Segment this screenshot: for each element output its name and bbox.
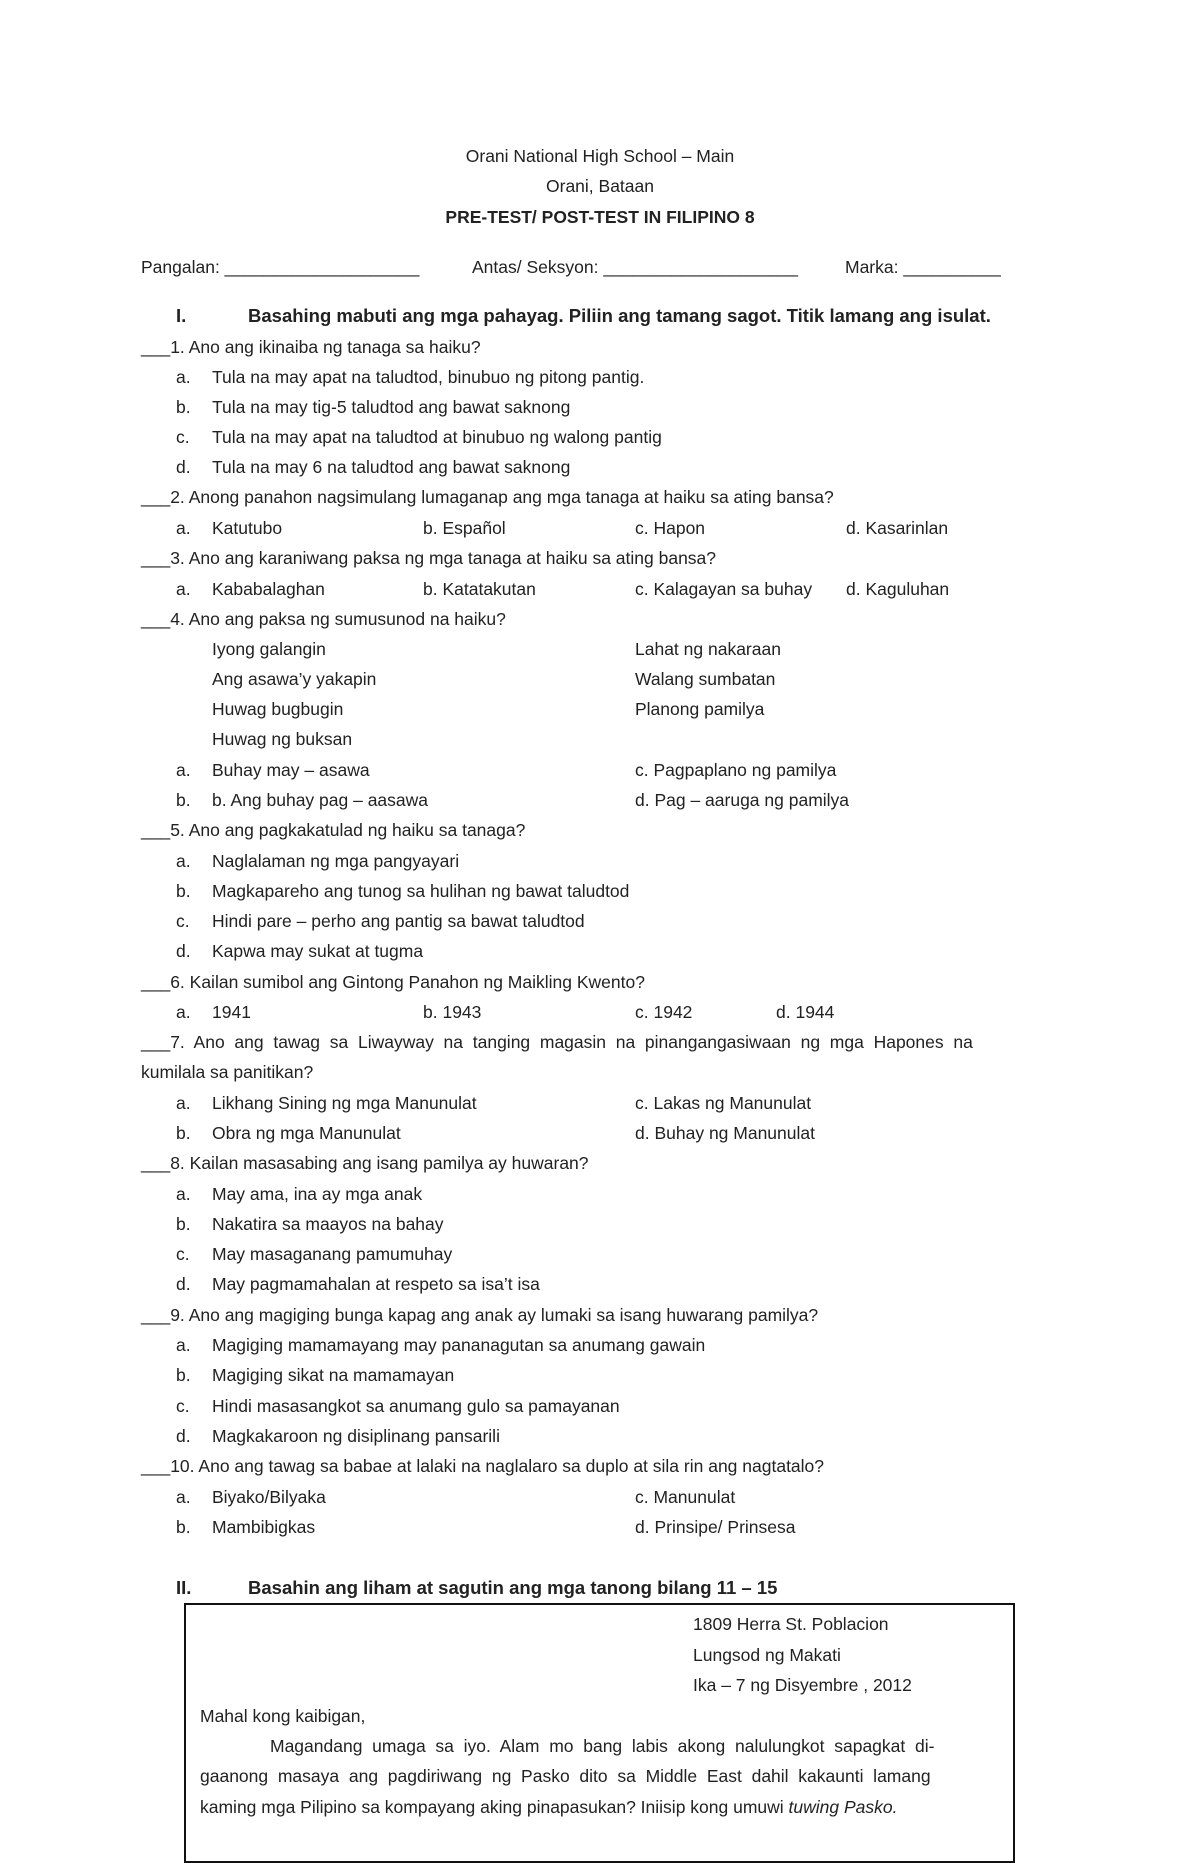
choice-letter: d. (176, 457, 191, 477)
question-9: ___9. Ano ang magiging bunga kapag ang anak ay lumaki sa isang huwarang pamilya? (141, 1305, 819, 1325)
part2-numeral: II. (176, 1577, 192, 1598)
question-1: ___1. Ano ang ikinaiba ng tanaga sa haiku? (141, 337, 481, 357)
question-6: ___6. Kailan sumibol ang Gintong Panahon ng Maikling Kwento? (141, 972, 645, 992)
q5-choice-a: Naglalaman ng mga pangyayari (212, 851, 460, 871)
q9-choice-c: Hindi masasangkot sa anumang gulo sa pamayanan (212, 1396, 620, 1416)
score-field[interactable]: Marka: __________ (845, 257, 1001, 277)
letter-box (184, 1603, 1015, 1863)
choice-letter: a. (176, 851, 191, 871)
poem-line: Ang asawa’y yakapin (212, 669, 377, 689)
part1-numeral: I. (176, 305, 187, 326)
q1-choice-d: Tula na may 6 na taludtod ang bawat saknong (212, 457, 571, 477)
q3-choice-a: Kababalaghan (212, 579, 325, 599)
choice-letter: a. (176, 1184, 191, 1204)
letter-body-line (200, 1797, 898, 1818)
choice-letter: d. (176, 1274, 191, 1294)
q10-choice-c: c. Manunulat (635, 1487, 736, 1507)
q6-choice-a: 1941 (212, 1002, 251, 1022)
question-7: ___7. Ano ang tawag sa Liwayway na tanging magasin na pinangangasiwaan ng mga Hapones na (141, 1032, 973, 1052)
q7-choice-b: Obra ng mga Manunulat (212, 1123, 401, 1143)
question-4: ___4. Ano ang paksa ng sumusunod na haiku? (141, 609, 506, 629)
q8-choice-d: May pagmamahalan at respeto sa isa’t isa (212, 1274, 540, 1294)
q3-choice-b: b. Katatakutan (423, 579, 536, 599)
q6-choice-d: d. 1944 (776, 1002, 835, 1022)
q1-choice-c: Tula na may apat na taludtod at binubuo ng walong pantig (212, 427, 662, 447)
name-field[interactable]: Pangalan: ____________________ (141, 257, 420, 277)
school-name: Orani National High School – Main (465, 146, 735, 166)
letter-body-line: gaanong masaya ang pagdiriwang ng Pasko dito sa Middle East dahil kakaunti lamang (200, 1766, 931, 1786)
q2-choice-c: c. Hapon (635, 518, 706, 538)
q7-choice-d: d. Buhay ng Manunulat (635, 1123, 815, 1143)
q5-choice-c: Hindi pare – perho ang pantig sa bawat taludtod (212, 911, 585, 931)
q2-choice-b: b. Español (423, 518, 506, 538)
choice-letter: a. (176, 518, 191, 538)
question-7-cont: kumilala sa panitikan? (141, 1062, 314, 1082)
letter-address-line: Lungsod ng Makati (693, 1645, 841, 1665)
question-5: ___5. Ano ang pagkakatulad ng haiku sa tanaga? (141, 820, 526, 840)
q10-choice-a: Biyako/Bilyaka (212, 1487, 326, 1507)
choice-letter: b. (176, 881, 191, 901)
choice-letter: b. (176, 397, 191, 417)
q4-choice-c: c. Pagpaplano ng pamilya (635, 760, 837, 780)
letter-body-italic: tuwing Pasko. (788, 1797, 898, 1817)
poem-line: Planong pamilya (635, 699, 765, 719)
choice-letter: c. (176, 427, 190, 447)
choice-letter: b. (176, 1123, 191, 1143)
q1-choice-b: Tula na may tig-5 taludtod ang bawat saknong (212, 397, 571, 417)
poem-line: Lahat ng nakaraan (635, 639, 781, 659)
q9-choice-d: Magkakaroon ng disiplinang pansarili (212, 1426, 500, 1446)
choice-letter: b. (176, 1517, 191, 1537)
choice-letter: a. (176, 760, 191, 780)
poem-line: Huwag bugbugin (212, 699, 344, 719)
section-field[interactable]: Antas/ Seksyon: ____________________ (472, 257, 798, 277)
q2-choice-a: Katutubo (212, 518, 283, 538)
letter-address-line: 1809 Herra St. Poblacion (693, 1614, 889, 1634)
test-title: PRE-TEST/ POST-TEST IN FILIPINO 8 (445, 207, 755, 227)
choice-letter: b. (176, 790, 191, 810)
q2-choice-d: d. Kasarinlan (846, 518, 949, 538)
choice-letter: d. (176, 941, 191, 961)
q6-choice-b: b. 1943 (423, 1002, 482, 1022)
choice-letter: a. (176, 1487, 191, 1507)
choice-letter: a. (176, 1335, 191, 1355)
q1-choice-a: Tula na may apat na taludtod, binubuo ng pitong pantig. (212, 367, 645, 387)
q10-choice-d: d. Prinsipe/ Prinsesa (635, 1517, 796, 1537)
poem-line: Iyong galangin (212, 639, 326, 659)
choice-letter: a. (176, 579, 191, 599)
q8-choice-b: Nakatira sa maayos na bahay (212, 1214, 444, 1234)
q8-choice-c: May masaganang pamumuhay (212, 1244, 453, 1264)
question-3: ___3. Ano ang karaniwang paksa ng mga tanaga at haiku sa ating bansa? (141, 548, 717, 568)
letter-greeting: Mahal kong kaibigan, (200, 1706, 366, 1726)
choice-letter: d. (176, 1426, 191, 1446)
choice-letter: b. (176, 1214, 191, 1234)
choice-letter: c. (176, 911, 190, 931)
q7-choice-c: c. Lakas ng Manunulat (635, 1093, 812, 1113)
letter-body-line: Magandang umaga sa iyo. Alam mo bang labis akong nalulungkot sapagkat di- (270, 1736, 935, 1756)
poem-line: Huwag ng buksan (212, 729, 353, 749)
q5-choice-d: Kapwa may sukat at tugma (212, 941, 424, 961)
part2-instruction: Basahin ang liham at sagutin ang mga tanong bilang 11 – 15 (248, 1577, 778, 1598)
q10-choice-b: Mambibigkas (212, 1517, 316, 1537)
choice-letter: c. (176, 1396, 190, 1416)
question-8: ___8. Kailan masasabing ang isang pamilya ay huwaran? (141, 1153, 589, 1173)
choice-letter: c. (176, 1244, 190, 1264)
choice-letter: b. (176, 1365, 191, 1385)
choice-letter: a. (176, 1093, 191, 1113)
choice-letter: a. (176, 1002, 191, 1022)
letter-body-text: kaming mga Pilipino sa kompayang aking pinapasukan? Iniisip kong umuwi (200, 1797, 789, 1817)
q9-choice-b: Magiging sikat na mamamayan (212, 1365, 455, 1385)
q9-choice-a: Magiging mamamayang may pananagutan sa anumang gawain (212, 1335, 706, 1355)
q3-choice-d: d. Kaguluhan (846, 579, 950, 599)
q4-choice-d: d. Pag – aaruga ng pamilya (635, 790, 850, 810)
q4-choice-a: Buhay may – asawa (212, 760, 370, 780)
poem-line: Walang sumbatan (635, 669, 776, 689)
q6-choice-c: c. 1942 (635, 1002, 693, 1022)
q8-choice-a: May ama, ina ay mga anak (212, 1184, 423, 1204)
question-10: ___10. Ano ang tawag sa babae at lalaki na naglalaro sa duplo at sila rin ang nagtatalo? (141, 1456, 825, 1476)
letter-date: Ika – 7 ng Disyembre , 2012 (693, 1675, 912, 1695)
choice-letter: a. (176, 367, 191, 387)
school-location: Orani, Bataan (546, 176, 654, 196)
part1-instruction: Basahing mabuti ang mga pahayag. Piliin ang tamang sagot. Titik lamang ang isulat. (248, 305, 991, 326)
q3-choice-c: c. Kalagayan sa buhay (635, 579, 813, 599)
question-2: ___2. Anong panahon nagsimulang lumaganap ang mga tanaga at haiku sa ating bansa? (141, 487, 834, 507)
q5-choice-b: Magkapareho ang tunog sa hulihan ng bawat taludtod (212, 881, 630, 901)
q4-choice-b: b. Ang buhay pag – aasawa (212, 790, 429, 810)
q7-choice-a: Likhang Sining ng mga Manunulat (212, 1093, 477, 1113)
